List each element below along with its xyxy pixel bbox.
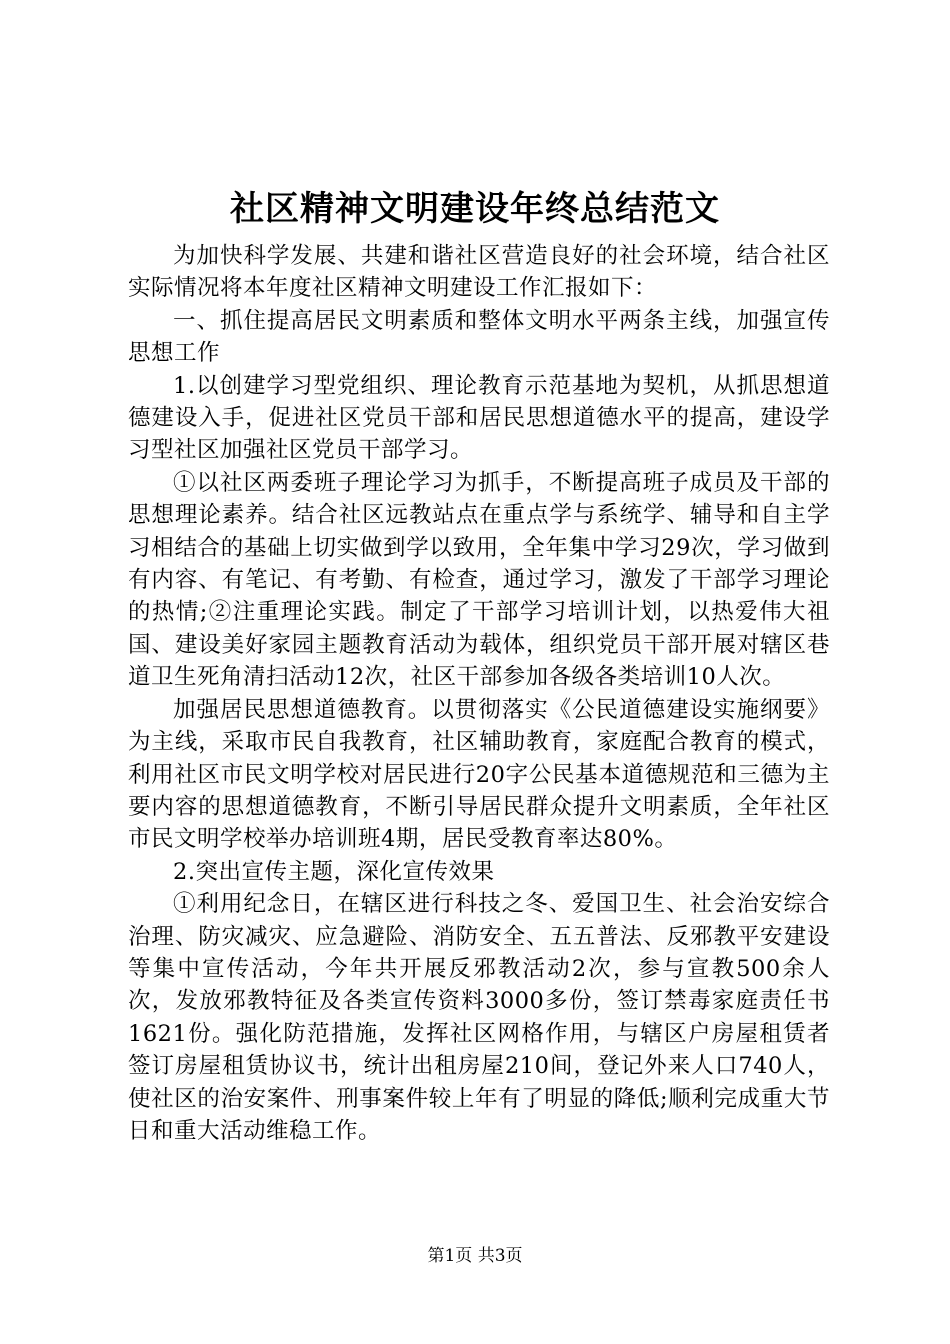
paragraph-item-2: 2.突出宣传主题，深化宣传效果 — [173, 858, 495, 885]
paragraph-intro: 为加快科学发展、共建和谐社区营造良好的社会环境，结合社区实际情况将本年度社区精神文明建设工作汇报如下： — [128, 243, 830, 302]
document-body — [128, 240, 830, 1147]
paragraph-section-heading-1: 一、抓住提高居民文明素质和整体文明水平两条主线，加强宣传思想工作 — [128, 307, 830, 367]
paragraph-item-1: 1.以创建学习型党组织、理论教育示范基地为契机，从抓思想道德建设入手，促进社区党员干部和居民思想道德水平的提高，建设学习型社区加强社区党员干部学习。 — [128, 372, 830, 464]
document-title: 社区精神文明建设年终总结范文 — [230, 189, 720, 229]
paragraph-item-1-detail: ①以社区两委班子理论学习为抓手，不断提高班子成员及干部的思想理论素养。结合社区远教站点在重点学与系统学、辅导和自主学习相结合的基础上切实做到学以致用，全年集中学习29次，学习做到有内容、有笔记、有考勤、有检查，通过学习，激发了干部学习理论的热情;②注重理论实践。制定了干部学习培训计划，以热爱伟大祖国、建设美好家园主题教育活动为载体，组织党员干部开展对辖区巷道卫生死角清扫活动12次，社区干部参加各级各类培训10人次。 — [128, 469, 830, 691]
paragraph-moral-education: 加强居民思想道德教育。以贯彻落实《公民道德建设实施纲要》为主线，采取市民自我教育，社区辅助教育，家庭配合教育的模式，利用社区市民文明学校对居民进行20字公民基本道德规范和三德为主要内容的思想道德教育，不断引导居民群众提升文明素质，全年社区市民文明学校举办培训班4期，居民受教育率达80%。 — [128, 696, 830, 853]
paragraph-item-2-detail: ①利用纪念日，在辖区进行科技之冬、爱国卫生、社会治安综合治理、防灾减灾、应急避险、消防安全、五五普法、反邪教平安建设等集中宣传活动，今年共开展反邪教活动2次，参与宣教500余人次，发放邪教特征及各类宣传资料3000多份，签订禁毒家庭责任书1621份。强化防范措施，发挥社区网格作用，与辖区户房屋租赁者签订房屋租赁协议书，统计出租房屋210间，登记外来人口740人，使社区的治安案件、刑事案件较上年有了明显的降低;顺利完成重大节日和重大活动维稳工作。 — [128, 891, 830, 1144]
page-footer: 第1页 共3页 — [427, 1246, 523, 1266]
